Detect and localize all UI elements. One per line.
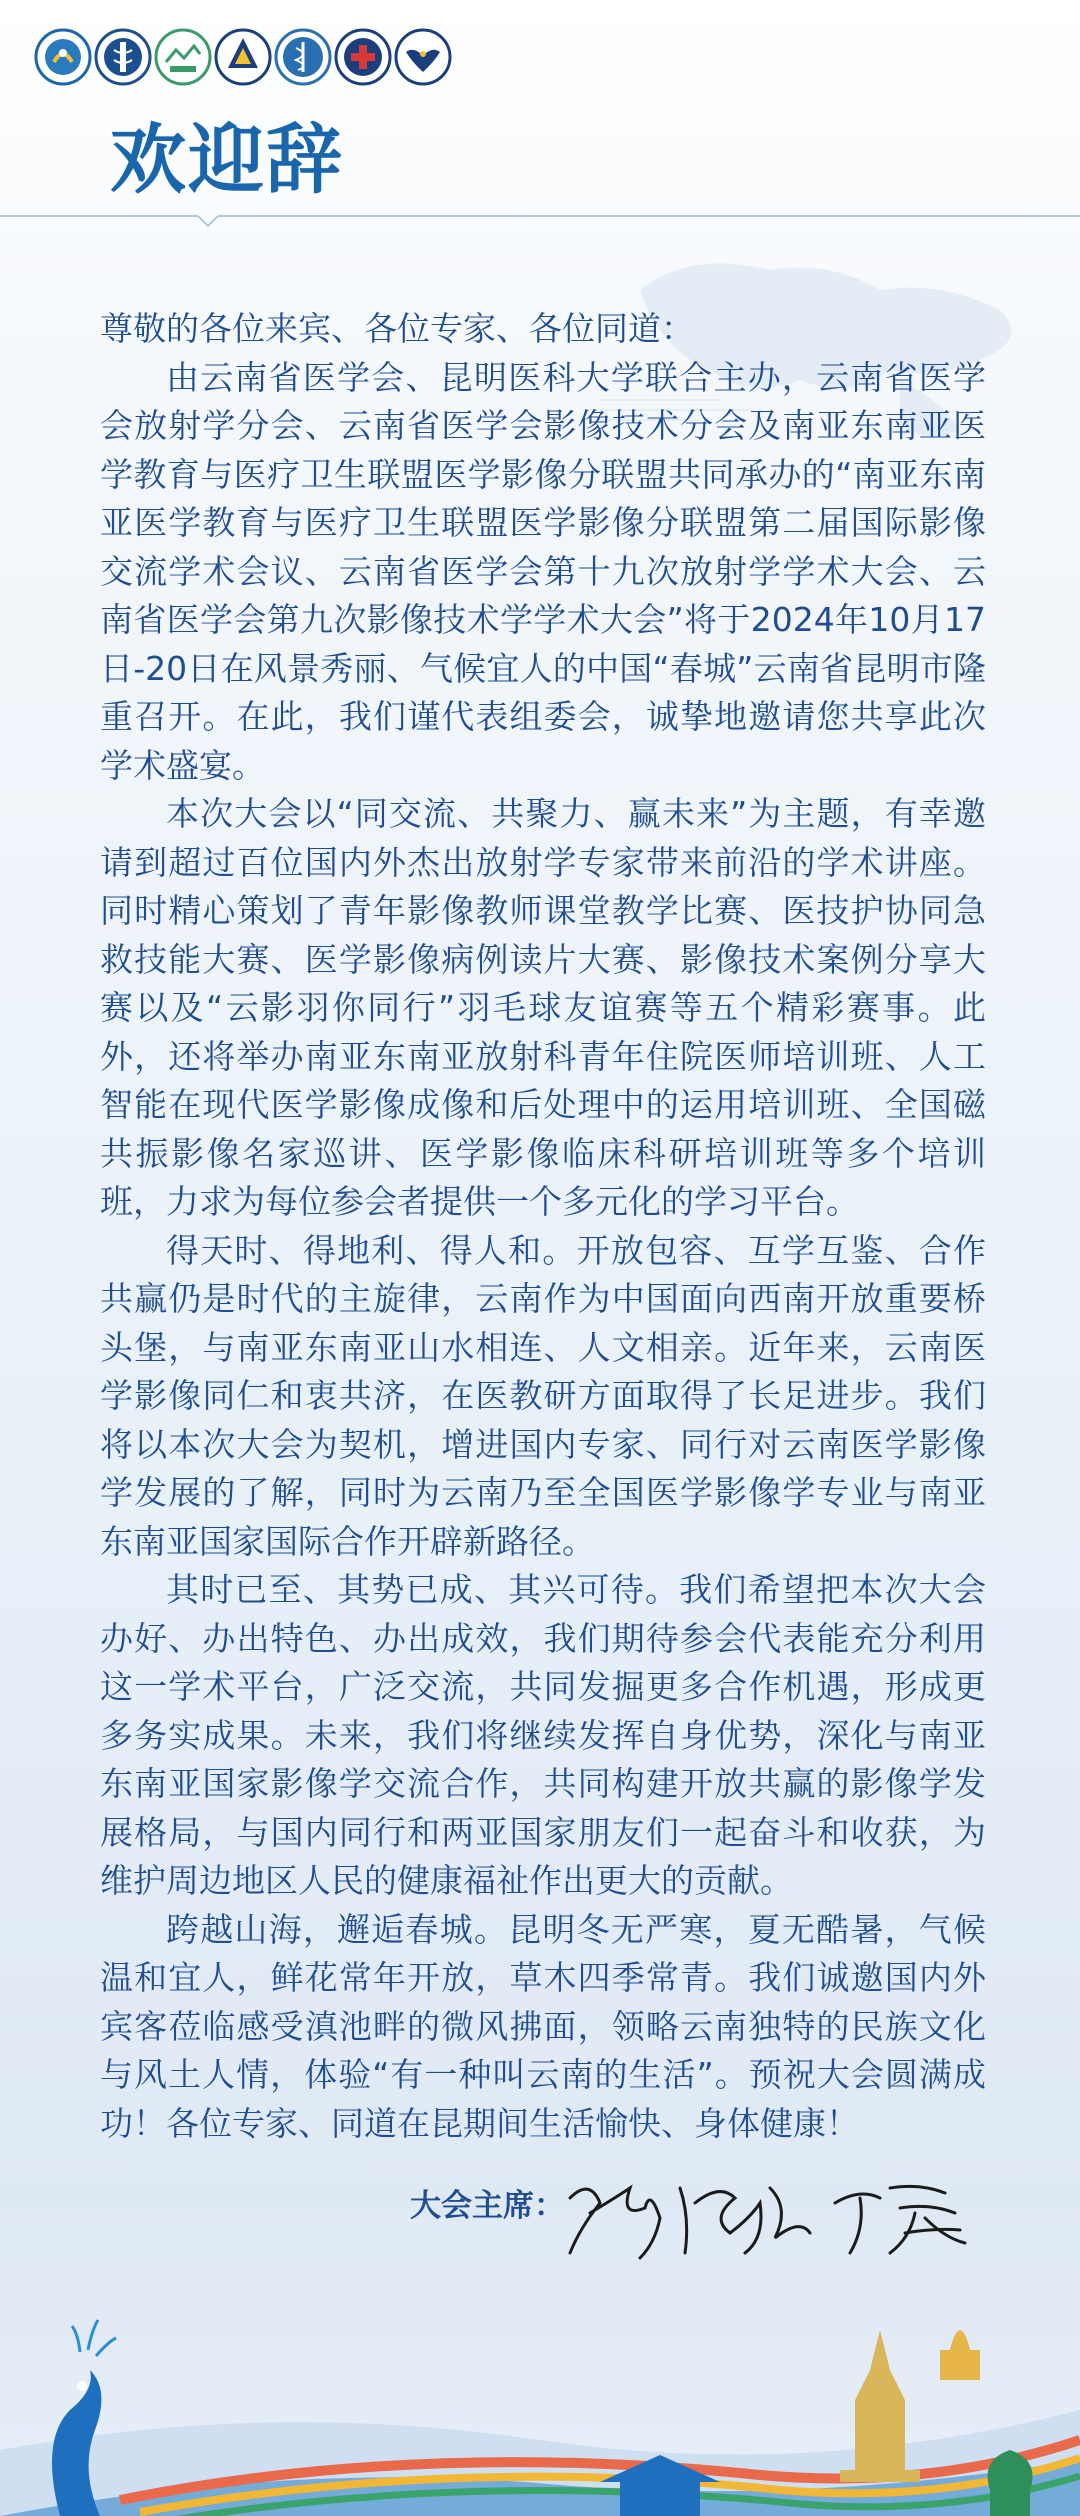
chair-signature-block bbox=[410, 2158, 1010, 2268]
handwritten-signatures bbox=[560, 2158, 980, 2268]
page-title: 欢迎辞 bbox=[110, 115, 344, 204]
alliance-logo bbox=[214, 28, 272, 86]
footer-landscape-illustration bbox=[0, 2290, 1080, 2516]
golden-stupa-icon bbox=[940, 2330, 980, 2380]
tree-icon bbox=[988, 2450, 1033, 2516]
letter-paragraph: 跨越山海，邂逅春城。昆明冬无严寒，夏无酷暑，气候温和宜人，鲜花常年开放，草木四季常青。我们诚邀国内外宾客莅临感受滇池畔的微风拂面，领略云南独特的民族文化与风土人情，体验“有一种叫云南的生活”。预祝大会圆满成功！各位专家、同道在昆期间生活愉快、身体健康！ bbox=[100, 1909, 986, 2143]
letter-paragraph: 由云南省医学会、昆明医科大学联合主办，云南省医学会放射学分会、云南省医学会影像技术分会及南亚东南亚医学教育与医疗卫生联盟医学影像分联盟共同承办的“南亚东南亚医学教育与医疗卫生联盟医学影像分联盟第二届国际影像交流学术会议、云南省医学会第十九次放射学学术大会、云南省医学会第九次影像技术学学术大会”将于2024年10月17日-20日在风景秀丽、气候宜人的中国“春城”云南省昆明市隆重召开。在此，我们谨代表组委会，诚挚地邀请您共享此次学术盛宴。 bbox=[100, 357, 986, 785]
letter-paragraph: 其时已至、其势已成、其兴可待。我们希望把本次大会办好、办出特色、办出成效，我们期待参会代表能充分利用这一学术平台，广泛交流，共同发掘更多合作机遇，形成更多务实成果。未来，我们将继续发挥自身优势，深化与南亚东南亚国家影像学交流合作，共同构建开放共赢的影像学发展格局，与国内同行和两亚国家朋友们一起奋斗和收获，为维护周边地区人民的健康福祉作出更大的贡献。 bbox=[100, 1570, 986, 1900]
university-emblem-logo bbox=[94, 28, 152, 86]
eagle-emblem-logo bbox=[394, 28, 452, 86]
caduceus-logo bbox=[274, 28, 332, 86]
letter-greeting: 尊敬的各位来宾、各位专家、各位同道： bbox=[100, 309, 694, 348]
medical-association-logo bbox=[34, 28, 92, 86]
logo-row bbox=[34, 28, 452, 86]
welcome-letter bbox=[100, 305, 986, 2148]
imaging-technology-logo bbox=[154, 28, 212, 86]
letter-paragraph: 得天时、得地利、得人和。开放包容、互学互鉴、合作共赢仍是时代的主旋律，云南作为中国面向西南开放重要桥头堡，与南亚东南亚山水相连、人文相亲。近年来，云南医学影像同仁和衷共济，在医教研方面取得了长足进步。我们将以本次大会为契机，增进国内专家、同行对云南医学影像学发展的了解，同时为云南乃至全国医学影像学专业与南亚东南亚国家国际合作开辟新路径。 bbox=[100, 1230, 986, 1561]
red-cross-logo bbox=[334, 28, 392, 86]
letter-paragraph: 本次大会以“同交流、共聚力、赢未来”为主题，有幸邀请到超过百位国内外杰出放射学专家带来前沿的学术讲座。同时精心策划了青年影像教师课堂教学比赛、医技护协同急救技能大赛、医学影像病例读片大赛、影像技术案例分享大赛以及“云影羽你同行”羽毛球友谊赛等五个精彩赛事。此外，还将举办南亚东南亚放射科青年住院医师培训班、人工智能在现代医学影像成像和后处理中的运用培训班、全国磁共振影像名家巡讲、医学影像临床科研培训班等多个培训班，力求为每位参会者提供一个多元化的学习平台。 bbox=[100, 794, 986, 1221]
signature-label: 大会主席： bbox=[410, 2188, 565, 2224]
title-divider bbox=[0, 210, 1080, 230]
